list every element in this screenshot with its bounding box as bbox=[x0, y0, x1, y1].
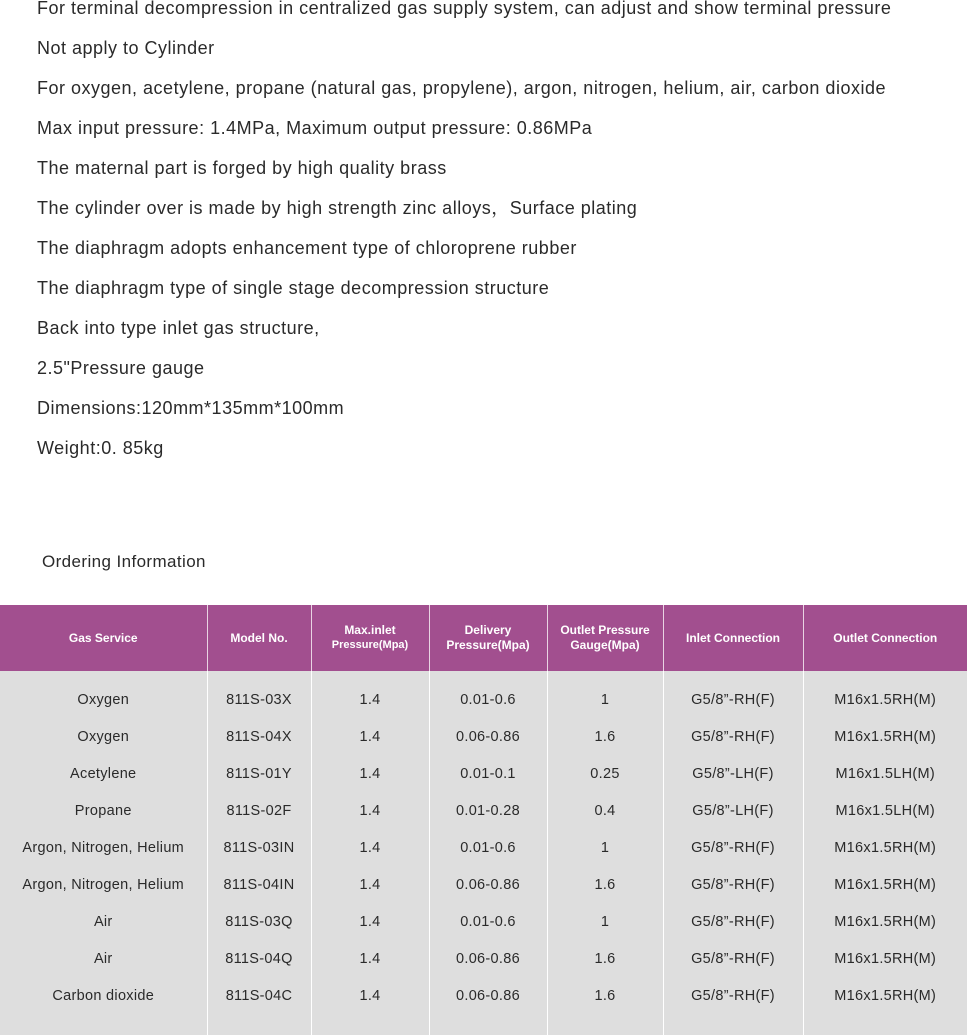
header-line: Pressure(Mpa) bbox=[331, 639, 409, 651]
cell-model-no: 811S-04C bbox=[207, 977, 311, 1035]
cell-delivery: 0.06-0.86 bbox=[429, 940, 547, 977]
cell-model-no: 811S-03Q bbox=[207, 903, 311, 940]
cell-outlet-gauge: 1.6 bbox=[547, 977, 663, 1035]
header-line: Pressure(Mpa) bbox=[446, 638, 530, 652]
cell-model-no: 811S-04IN bbox=[207, 866, 311, 903]
feature-item: The cylinder over is made by high strength zinc alloys，Surface plating bbox=[37, 198, 638, 218]
header-line: Gauge(Mpa) bbox=[570, 638, 640, 652]
header-delivery-pressure bbox=[429, 605, 547, 671]
table-row bbox=[0, 866, 967, 903]
cell-inlet-connection: G5/8”-RH(F) bbox=[663, 718, 803, 755]
feature-item: Back into type inlet gas structure, bbox=[37, 318, 320, 338]
cell-model-no: 811S-04X bbox=[207, 718, 311, 755]
header-line: Max.inlet bbox=[344, 623, 396, 637]
feature-item: Not apply to Cylinder bbox=[37, 38, 215, 58]
cell-outlet-gauge: 1.6 bbox=[547, 718, 663, 755]
cell-outlet-gauge: 1 bbox=[547, 671, 663, 718]
table-row bbox=[0, 718, 967, 755]
cell-inlet-connection: G5/8”-RH(F) bbox=[663, 671, 803, 718]
cell-max-inlet: 1.4 bbox=[311, 718, 429, 755]
cell-outlet-connection: M16x1.5RH(M) bbox=[803, 866, 967, 903]
table-body bbox=[0, 671, 967, 1035]
table-row bbox=[0, 977, 967, 1035]
cell-outlet-gauge: 0.25 bbox=[547, 755, 663, 792]
feature-list bbox=[37, 0, 891, 468]
table-row bbox=[0, 671, 967, 718]
cell-model-no: 811S-03X bbox=[207, 671, 311, 718]
cell-model-no: 811S-04Q bbox=[207, 940, 311, 977]
cell-gas-service: Argon, Nitrogen, Helium bbox=[0, 866, 207, 903]
cell-inlet-connection: G5/8”-RH(F) bbox=[663, 903, 803, 940]
cell-outlet-connection: M16x1.5RH(M) bbox=[803, 903, 967, 940]
cell-outlet-connection: M16x1.5RH(M) bbox=[803, 940, 967, 977]
header-inlet-connection: Inlet Connection bbox=[663, 605, 803, 671]
header-max-inlet-pressure bbox=[311, 605, 429, 671]
cell-inlet-connection: G5/8”-RH(F) bbox=[663, 829, 803, 866]
feature-item: The diaphragm adopts enhancement type of chloroprene rubber bbox=[37, 238, 577, 258]
cell-outlet-gauge: 1.6 bbox=[547, 866, 663, 903]
header-line: Delivery bbox=[464, 623, 512, 637]
cell-outlet-connection: M16x1.5RH(M) bbox=[803, 718, 967, 755]
header-outlet-pressure-gauge bbox=[547, 605, 663, 671]
feature-item: Max input pressure: 1.4MPa, Maximum output pressure: 0.86MPa bbox=[37, 118, 593, 138]
table-row bbox=[0, 829, 967, 866]
ordering-table bbox=[0, 605, 967, 1035]
cell-inlet-connection: G5/8”-RH(F) bbox=[663, 940, 803, 977]
feature-item: The diaphragm type of single stage decompression structure bbox=[37, 278, 550, 298]
table-header-row bbox=[0, 605, 967, 671]
cell-inlet-connection: G5/8”-LH(F) bbox=[663, 792, 803, 829]
cell-outlet-connection: M16x1.5RH(M) bbox=[803, 671, 967, 718]
cell-delivery: 0.06-0.86 bbox=[429, 977, 547, 1035]
cell-model-no: 811S-03IN bbox=[207, 829, 311, 866]
cell-inlet-connection: G5/8”-RH(F) bbox=[663, 977, 803, 1035]
cell-max-inlet: 1.4 bbox=[311, 792, 429, 829]
cell-inlet-connection: G5/8”-LH(F) bbox=[663, 755, 803, 792]
cell-gas-service: Propane bbox=[0, 792, 207, 829]
cell-max-inlet: 1.4 bbox=[311, 977, 429, 1035]
ordering-title: Ordering Information bbox=[42, 552, 206, 571]
cell-max-inlet: 1.4 bbox=[311, 866, 429, 903]
feature-item: Weight:0. 85kg bbox=[37, 438, 164, 458]
cell-gas-service: Oxygen bbox=[0, 671, 207, 718]
cell-delivery: 0.01-0.6 bbox=[429, 829, 547, 866]
cell-delivery: 0.06-0.86 bbox=[429, 718, 547, 755]
table-row bbox=[0, 903, 967, 940]
cell-delivery: 0.01-0.6 bbox=[429, 671, 547, 718]
cell-gas-service: Air bbox=[0, 940, 207, 977]
table-row bbox=[0, 940, 967, 977]
cell-gas-service: Argon, Nitrogen, Helium bbox=[0, 829, 207, 866]
cell-delivery: 0.06-0.86 bbox=[429, 866, 547, 903]
header-line: Outlet Pressure bbox=[560, 623, 650, 637]
cell-outlet-gauge: 1.6 bbox=[547, 940, 663, 977]
cell-model-no: 811S-02F bbox=[207, 792, 311, 829]
cell-model-no: 811S-01Y bbox=[207, 755, 311, 792]
cell-gas-service: Air bbox=[0, 903, 207, 940]
cell-outlet-connection: M16x1.5LH(M) bbox=[803, 755, 967, 792]
feature-item: Dimensions:120mm*135mm*100mm bbox=[37, 398, 345, 418]
cell-outlet-gauge: 1 bbox=[547, 829, 663, 866]
cell-outlet-gauge: 0.4 bbox=[547, 792, 663, 829]
cell-outlet-connection: M16x1.5LH(M) bbox=[803, 792, 967, 829]
header-outlet-connection: Outlet Connection bbox=[803, 605, 967, 671]
cell-gas-service: Carbon dioxide bbox=[0, 977, 207, 1035]
table-row bbox=[0, 755, 967, 792]
cell-outlet-connection: M16x1.5RH(M) bbox=[803, 977, 967, 1035]
cell-max-inlet: 1.4 bbox=[311, 903, 429, 940]
cell-gas-service: Oxygen bbox=[0, 718, 207, 755]
table-row bbox=[0, 792, 967, 829]
cell-gas-service: Acetylene bbox=[0, 755, 207, 792]
cell-delivery: 0.01-0.1 bbox=[429, 755, 547, 792]
cell-max-inlet: 1.4 bbox=[311, 940, 429, 977]
header-model-no: Model No. bbox=[207, 605, 311, 671]
feature-item: 2.5"Pressure gauge bbox=[37, 358, 205, 378]
cell-delivery: 0.01-0.6 bbox=[429, 903, 547, 940]
cell-delivery: 0.01-0.28 bbox=[429, 792, 547, 829]
feature-item: For oxygen, acetylene, propane (natural gas, propylene), argon, nitrogen, helium, air, carbon dioxide bbox=[37, 78, 886, 98]
cell-max-inlet: 1.4 bbox=[311, 671, 429, 718]
cell-max-inlet: 1.4 bbox=[311, 829, 429, 866]
cell-max-inlet: 1.4 bbox=[311, 755, 429, 792]
feature-item: The maternal part is forged by high quality brass bbox=[37, 158, 447, 178]
cell-outlet-connection: M16x1.5RH(M) bbox=[803, 829, 967, 866]
feature-item: For terminal decompression in centralized gas supply system, can adjust and show terminal pressure bbox=[37, 0, 892, 18]
cell-inlet-connection: G5/8”-RH(F) bbox=[663, 866, 803, 903]
header-gas-service: Gas Service bbox=[0, 605, 207, 671]
cell-outlet-gauge: 1 bbox=[547, 903, 663, 940]
